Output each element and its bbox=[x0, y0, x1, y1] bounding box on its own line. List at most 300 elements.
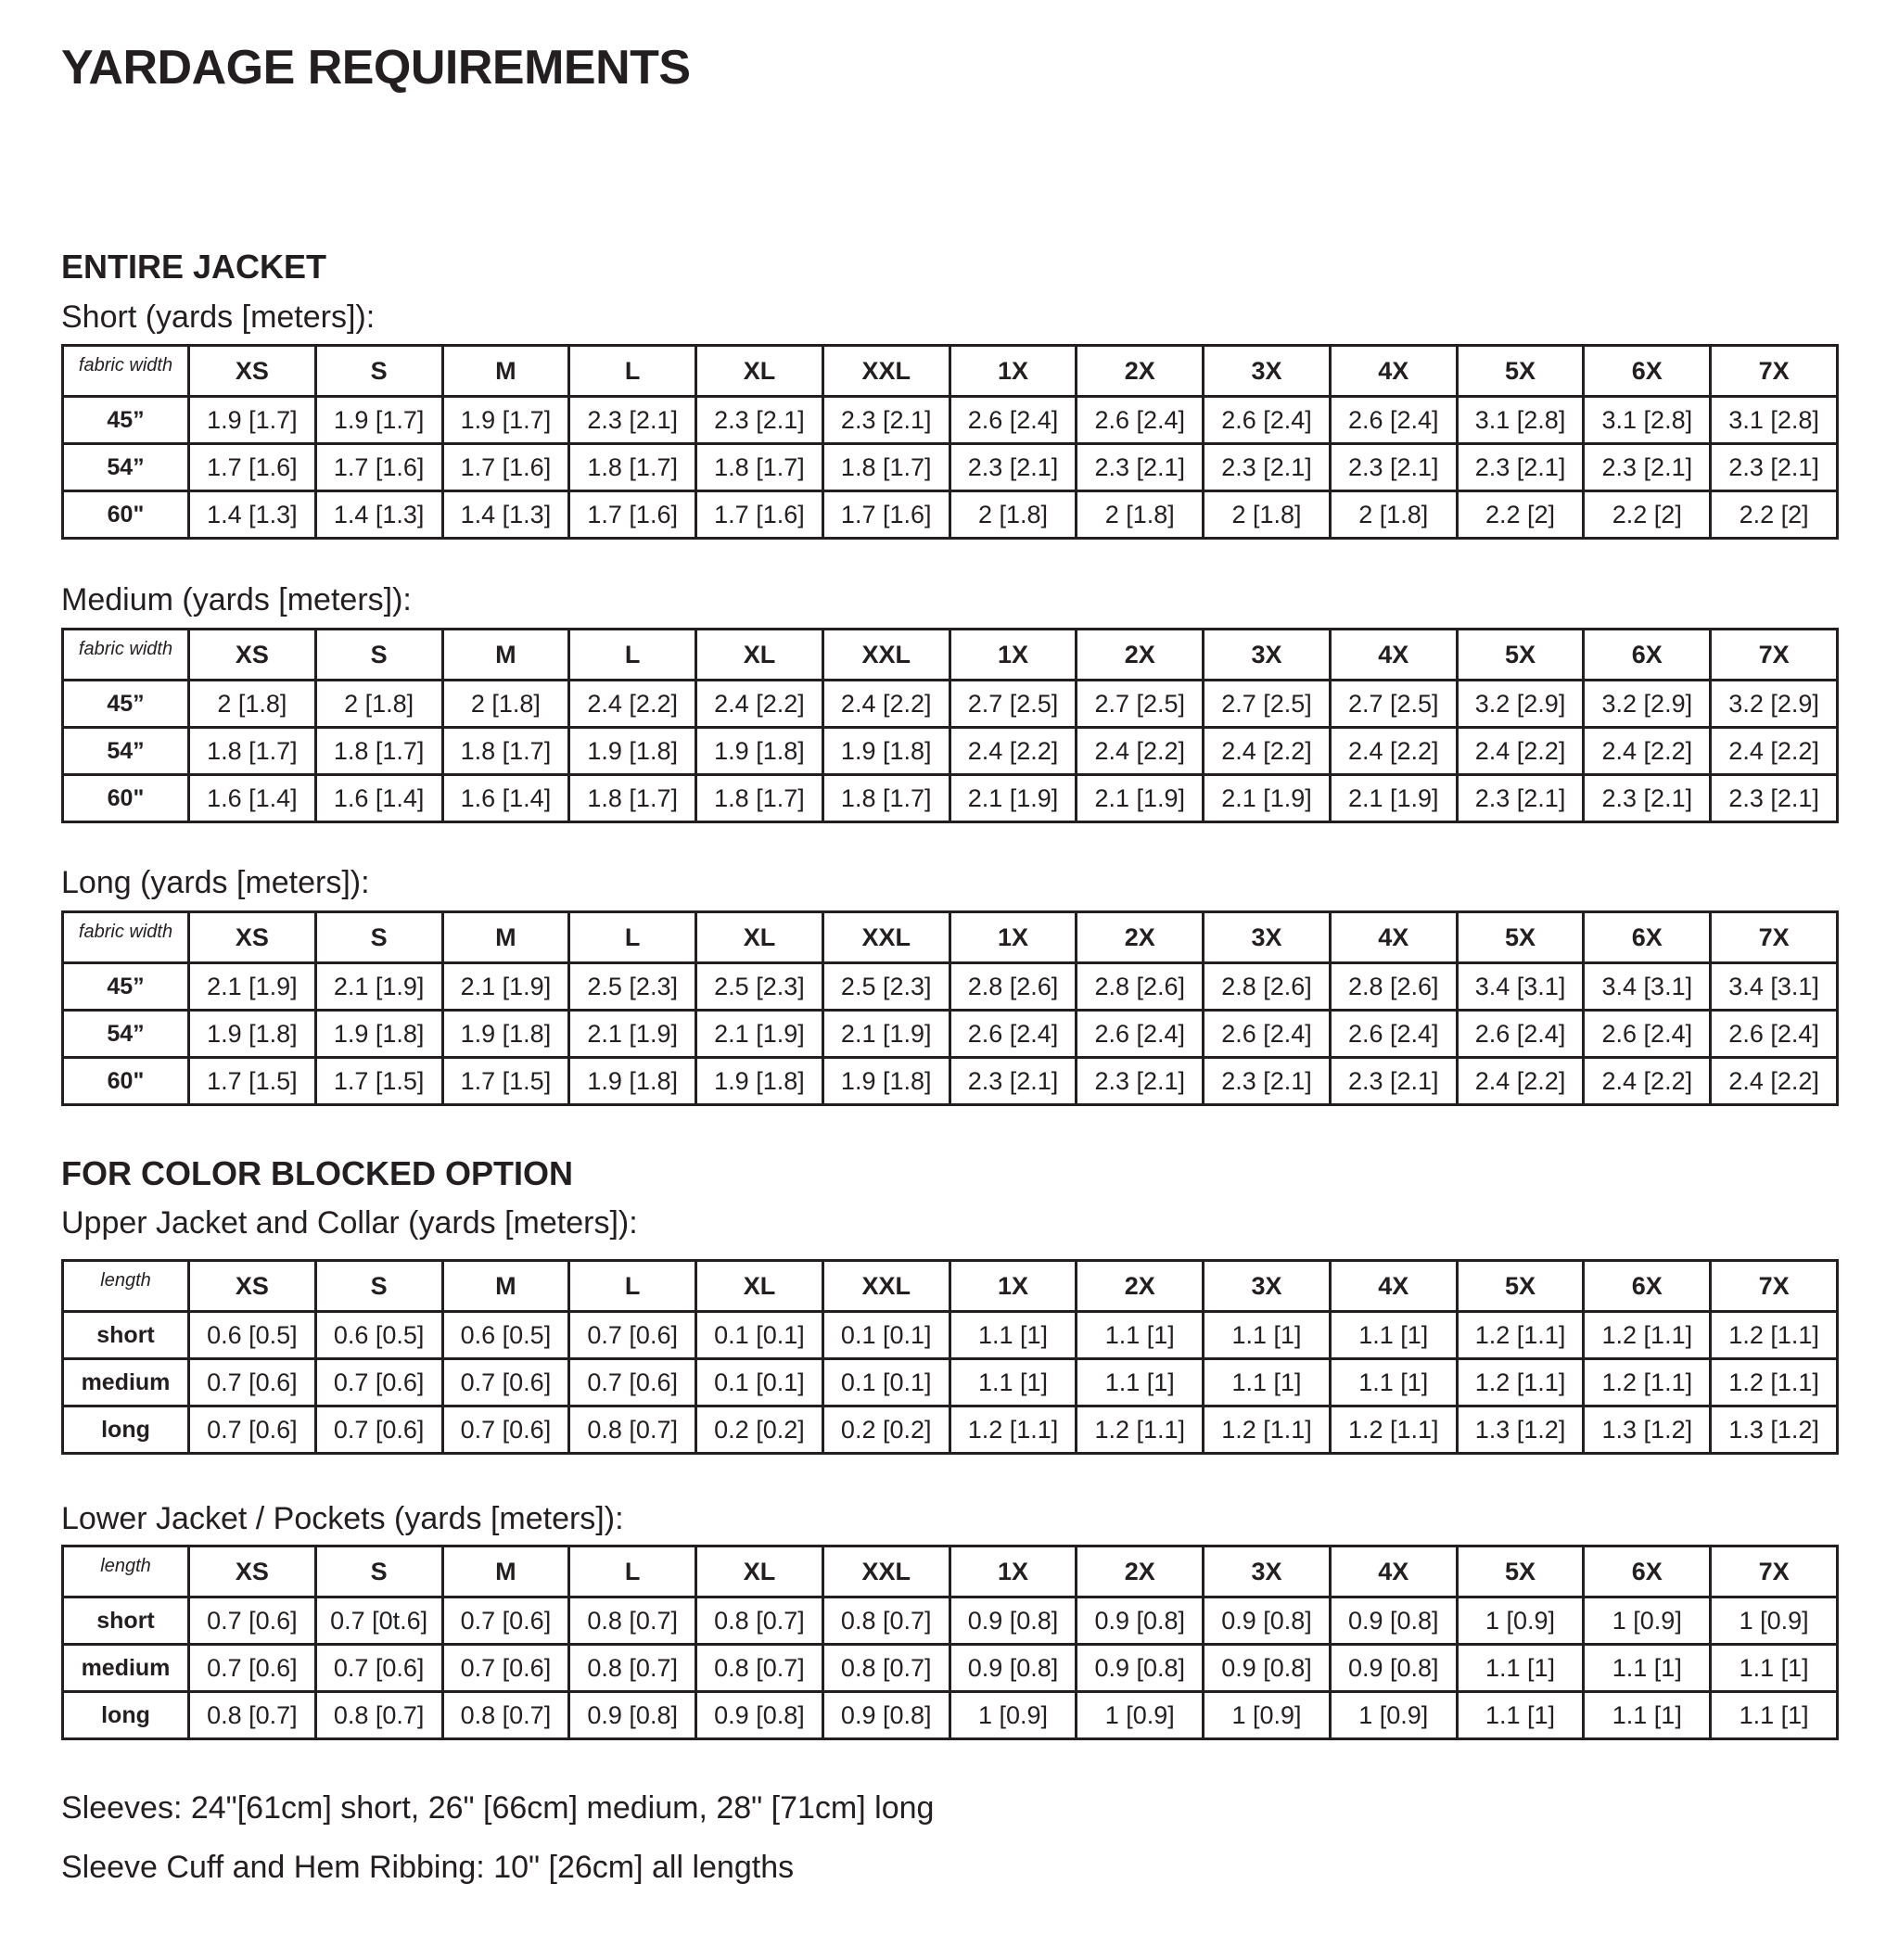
yardage-cell: 0.8 [0.7] bbox=[822, 1645, 950, 1692]
table-row bbox=[63, 963, 1838, 1011]
section-heading-entire-jacket: ENTIRE JACKET bbox=[61, 248, 327, 286]
size-header: 2X bbox=[1077, 1261, 1204, 1312]
size-header: 5X bbox=[1457, 346, 1584, 397]
row-label: 45” bbox=[63, 397, 189, 444]
yardage-cell: 1.6 [1.4] bbox=[315, 775, 442, 822]
yardage-cell: 0.8 [0.7] bbox=[189, 1692, 316, 1739]
size-header: XS bbox=[189, 630, 316, 681]
yardage-cell: 1.1 [1] bbox=[1584, 1645, 1711, 1692]
yardage-cell: 3.2 [2.9] bbox=[1457, 681, 1584, 728]
row-label: 54” bbox=[63, 728, 189, 775]
yardage-cell: 0.7 [0.6] bbox=[442, 1359, 569, 1406]
yardage-cell: 2.7 [2.5] bbox=[1330, 681, 1457, 728]
row-label: short bbox=[63, 1597, 189, 1645]
yardage-cell: 2.4 [2.2] bbox=[696, 681, 823, 728]
size-header: 1X bbox=[950, 1546, 1077, 1597]
yardage-cell: 2.1 [1.9] bbox=[1204, 775, 1331, 822]
size-header: 4X bbox=[1330, 346, 1457, 397]
yardage-cell: 2 [1.8] bbox=[315, 681, 442, 728]
yardage-cell: 1.8 [1.7] bbox=[696, 444, 823, 491]
table-row bbox=[63, 444, 1838, 491]
yardage-cell: 2.3 [2.1] bbox=[1457, 444, 1584, 491]
yardage-cell: 1.3 [1.2] bbox=[1584, 1406, 1711, 1454]
yardage-cell: 1 [0.9] bbox=[1330, 1692, 1457, 1739]
yardage-cell: 2.3 [2.1] bbox=[822, 397, 950, 444]
yardage-cell: 2.3 [2.1] bbox=[1077, 1058, 1204, 1105]
yardage-cell: 1.1 [1] bbox=[1330, 1312, 1457, 1359]
yardage-cell: 3.2 [2.9] bbox=[1584, 681, 1711, 728]
yardage-cell: 0.7 [0.6] bbox=[315, 1359, 442, 1406]
yardage-cell: 0.7 [0.6] bbox=[189, 1359, 316, 1406]
yardage-cell: 1 [0.9] bbox=[1457, 1597, 1584, 1645]
yardage-cell: 2.1 [1.9] bbox=[696, 1011, 823, 1058]
yardage-cell: 0.9 [0.8] bbox=[1330, 1645, 1457, 1692]
yardage-cell: 2.3 [2.1] bbox=[1711, 775, 1838, 822]
yardage-cell: 2.8 [2.6] bbox=[1077, 963, 1204, 1011]
table-row bbox=[63, 1597, 1838, 1645]
yardage-cell: 2.4 [2.2] bbox=[950, 728, 1077, 775]
yardage-cell: 1.6 [1.4] bbox=[442, 775, 569, 822]
size-header: S bbox=[315, 1261, 442, 1312]
size-header: XS bbox=[189, 912, 316, 963]
table-header-row bbox=[63, 1261, 1838, 1312]
yardage-cell: 1.1 [1] bbox=[1077, 1359, 1204, 1406]
yardage-cell: 0.1 [0.1] bbox=[696, 1359, 823, 1406]
yardage-cell: 2.2 [2] bbox=[1711, 491, 1838, 539]
yardage-cell: 0.9 [0.8] bbox=[950, 1597, 1077, 1645]
size-header: S bbox=[315, 912, 442, 963]
yardage-cell: 0.7 [0.6] bbox=[315, 1406, 442, 1454]
yardage-cell: 2.3 [2.1] bbox=[1457, 775, 1584, 822]
size-header: XXL bbox=[822, 912, 950, 963]
row-label: long bbox=[63, 1406, 189, 1454]
yardage-cell: 2.3 [2.1] bbox=[1584, 444, 1711, 491]
size-header: S bbox=[315, 346, 442, 397]
yardage-cell: 2.6 [2.4] bbox=[1204, 397, 1331, 444]
yardage-cell: 2.4 [2.2] bbox=[1457, 1058, 1584, 1105]
yardage-cell: 3.1 [2.8] bbox=[1711, 397, 1838, 444]
yardage-cell: 1.2 [1.1] bbox=[1457, 1312, 1584, 1359]
size-header: XS bbox=[189, 1546, 316, 1597]
yardage-cell: 2.1 [1.9] bbox=[1330, 775, 1457, 822]
table-row bbox=[63, 681, 1838, 728]
size-header: L bbox=[569, 1546, 696, 1597]
yardage-cell: 1 [0.9] bbox=[1711, 1597, 1838, 1645]
yardage-cell: 3.4 [3.1] bbox=[1711, 963, 1838, 1011]
yardage-cell: 2.3 [2.1] bbox=[569, 397, 696, 444]
size-header: 3X bbox=[1204, 1546, 1331, 1597]
yardage-cell: 2.3 [2.1] bbox=[1204, 1058, 1331, 1105]
yardage-cell: 1.7 [1.5] bbox=[189, 1058, 316, 1105]
yardage-cell: 0.9 [0.8] bbox=[1330, 1597, 1457, 1645]
note-sleeves: Sleeves: 24"[61cm] short, 26" [66cm] medium, 28" [71cm] long bbox=[61, 1790, 935, 1826]
yardage-cell: 0.8 [0.7] bbox=[569, 1645, 696, 1692]
yardage-cell: 0.7 [0.6] bbox=[315, 1645, 442, 1692]
yardage-cell: 1 [0.9] bbox=[1584, 1597, 1711, 1645]
size-header: S bbox=[315, 630, 442, 681]
yardage-cell: 1.8 [1.7] bbox=[822, 444, 950, 491]
yardage-cell: 0.7 [0.6] bbox=[569, 1359, 696, 1406]
yardage-cell: 1.7 [1.6] bbox=[569, 491, 696, 539]
yardage-cell: 0.1 [0.1] bbox=[696, 1312, 823, 1359]
yardage-cell: 1.8 [1.7] bbox=[189, 728, 316, 775]
yardage-cell: 0.9 [0.8] bbox=[696, 1692, 823, 1739]
yardage-cell: 1.7 [1.5] bbox=[442, 1058, 569, 1105]
yardage-cell: 2.6 [2.4] bbox=[1204, 1011, 1331, 1058]
table-corner-label: fabric width bbox=[63, 630, 189, 681]
size-header: XL bbox=[696, 912, 823, 963]
yardage-cell: 2.1 [1.9] bbox=[1077, 775, 1204, 822]
yardage-cell: 1 [0.9] bbox=[950, 1692, 1077, 1739]
yardage-cell: 2.8 [2.6] bbox=[1330, 963, 1457, 1011]
size-header: 6X bbox=[1584, 1261, 1711, 1312]
yardage-cell: 2 [1.8] bbox=[1330, 491, 1457, 539]
yardage-cell: 2.4 [2.2] bbox=[822, 681, 950, 728]
yardage-cell: 2 [1.8] bbox=[189, 681, 316, 728]
size-header: XL bbox=[696, 630, 823, 681]
yardage-cell: 1.8 [1.7] bbox=[822, 775, 950, 822]
yardage-cell: 2.7 [2.5] bbox=[1204, 681, 1331, 728]
yardage-cell: 2.3 [2.1] bbox=[950, 1058, 1077, 1105]
size-header: L bbox=[569, 912, 696, 963]
size-header: 1X bbox=[950, 630, 1077, 681]
yardage-cell: 0.9 [0.8] bbox=[1204, 1645, 1331, 1692]
yardage-cell: 2.8 [2.6] bbox=[1204, 963, 1331, 1011]
yardage-cell: 2.4 [2.2] bbox=[1711, 728, 1838, 775]
yardage-cell: 1.3 [1.2] bbox=[1711, 1406, 1838, 1454]
size-header: 4X bbox=[1330, 630, 1457, 681]
yardage-cell: 1.1 [1] bbox=[1457, 1692, 1584, 1739]
size-header: XXL bbox=[822, 1261, 950, 1312]
table-corner-label: length bbox=[63, 1546, 189, 1597]
size-header: 5X bbox=[1457, 1261, 1584, 1312]
yardage-cell: 1.1 [1] bbox=[1711, 1692, 1838, 1739]
yardage-cell: 1.9 [1.8] bbox=[569, 1058, 696, 1105]
size-header: XXL bbox=[822, 346, 950, 397]
yardage-cell: 1.8 [1.7] bbox=[315, 728, 442, 775]
size-header: 6X bbox=[1584, 630, 1711, 681]
table-row bbox=[63, 775, 1838, 822]
yardage-cell: 1.4 [1.3] bbox=[189, 491, 316, 539]
table-row bbox=[63, 1312, 1838, 1359]
table-row bbox=[63, 728, 1838, 775]
size-header: 7X bbox=[1711, 1261, 1838, 1312]
yardage-cell: 1.4 [1.3] bbox=[442, 491, 569, 539]
yardage-cell: 1.9 [1.8] bbox=[315, 1011, 442, 1058]
yardage-cell: 1.9 [1.8] bbox=[696, 1058, 823, 1105]
yardage-cell: 2.3 [2.1] bbox=[1077, 444, 1204, 491]
yardage-cell: 2.6 [2.4] bbox=[1077, 397, 1204, 444]
yardage-cell: 0.9 [0.8] bbox=[950, 1645, 1077, 1692]
row-label: medium bbox=[63, 1645, 189, 1692]
yardage-cell: 1.7 [1.6] bbox=[189, 444, 316, 491]
row-label: short bbox=[63, 1312, 189, 1359]
section-heading-color-blocked: FOR COLOR BLOCKED OPTION bbox=[61, 1154, 573, 1192]
note-ribbing: Sleeve Cuff and Hem Ribbing: 10" [26cm] all lengths bbox=[61, 1850, 795, 1885]
yardage-cell: 1.7 [1.6] bbox=[315, 444, 442, 491]
size-header: L bbox=[569, 1261, 696, 1312]
size-header: 2X bbox=[1077, 630, 1204, 681]
yardage-cell: 0.8 [0.7] bbox=[696, 1645, 823, 1692]
size-header: 6X bbox=[1584, 346, 1711, 397]
yardage-cell: 2.1 [1.9] bbox=[315, 963, 442, 1011]
yardage-cell: 0.7 [0.6] bbox=[189, 1406, 316, 1454]
table-subtitle-upper-jacket: Upper Jacket and Collar (yards [meters]): bbox=[61, 1205, 638, 1241]
size-header: M bbox=[442, 630, 569, 681]
size-header: 4X bbox=[1330, 1261, 1457, 1312]
size-header: XXL bbox=[822, 1546, 950, 1597]
row-label: 60" bbox=[63, 775, 189, 822]
size-header: M bbox=[442, 1261, 569, 1312]
size-header: 6X bbox=[1584, 912, 1711, 963]
yardage-cell: 0.9 [0.8] bbox=[569, 1692, 696, 1739]
table-header-row bbox=[63, 630, 1838, 681]
yardage-table-lower-jacket bbox=[61, 1545, 1839, 1740]
yardage-cell: 1.7 [1.6] bbox=[696, 491, 823, 539]
yardage-cell: 1.1 [1] bbox=[1204, 1359, 1331, 1406]
yardage-cell: 0.2 [0.2] bbox=[696, 1406, 823, 1454]
size-header: S bbox=[315, 1546, 442, 1597]
yardage-cell: 2.6 [2.4] bbox=[1330, 397, 1457, 444]
yardage-cell: 2.7 [2.5] bbox=[1077, 681, 1204, 728]
size-header: M bbox=[442, 912, 569, 963]
yardage-cell: 2.6 [2.4] bbox=[1584, 1011, 1711, 1058]
yardage-cell: 2.7 [2.5] bbox=[950, 681, 1077, 728]
size-header: 2X bbox=[1077, 912, 1204, 963]
yardage-cell: 0.8 [0.7] bbox=[822, 1597, 950, 1645]
row-label: 45” bbox=[63, 681, 189, 728]
yardage-cell: 1.2 [1.1] bbox=[1584, 1312, 1711, 1359]
yardage-cell: 1.9 [1.8] bbox=[822, 728, 950, 775]
table-corner-label: fabric width bbox=[63, 912, 189, 963]
yardage-cell: 1.8 [1.7] bbox=[696, 775, 823, 822]
row-label: 54” bbox=[63, 444, 189, 491]
yardage-cell: 1.3 [1.2] bbox=[1457, 1406, 1584, 1454]
yardage-cell: 1.2 [1.1] bbox=[1711, 1359, 1838, 1406]
yardage-cell: 1.1 [1] bbox=[1584, 1692, 1711, 1739]
yardage-cell: 2.5 [2.3] bbox=[696, 963, 823, 1011]
yardage-cell: 1.9 [1.7] bbox=[315, 397, 442, 444]
row-label: 45” bbox=[63, 963, 189, 1011]
table-row bbox=[63, 1692, 1838, 1739]
yardage-cell: 2.4 [2.2] bbox=[1457, 728, 1584, 775]
size-header: XL bbox=[696, 1261, 823, 1312]
yardage-cell: 2.6 [2.4] bbox=[1711, 1011, 1838, 1058]
yardage-cell: 2.6 [2.4] bbox=[1330, 1011, 1457, 1058]
yardage-cell: 2.4 [2.2] bbox=[1077, 728, 1204, 775]
yardage-cell: 2.1 [1.9] bbox=[189, 963, 316, 1011]
table-header-row bbox=[63, 1546, 1838, 1597]
size-header: 7X bbox=[1711, 630, 1838, 681]
yardage-cell: 1.8 [1.7] bbox=[442, 728, 569, 775]
yardage-cell: 3.4 [3.1] bbox=[1457, 963, 1584, 1011]
yardage-cell: 1.2 [1.1] bbox=[1204, 1406, 1331, 1454]
yardage-cell: 2.5 [2.3] bbox=[822, 963, 950, 1011]
table-subtitle-long: Long (yards [meters]): bbox=[61, 865, 370, 900]
yardage-cell: 0.9 [0.8] bbox=[1077, 1645, 1204, 1692]
yardage-cell: 0.8 [0.7] bbox=[442, 1692, 569, 1739]
table-corner-label: length bbox=[63, 1261, 189, 1312]
size-header: 3X bbox=[1204, 912, 1331, 963]
size-header: 5X bbox=[1457, 630, 1584, 681]
yardage-cell: 0.7 [0.6] bbox=[442, 1645, 569, 1692]
yardage-cell: 2.4 [2.2] bbox=[1330, 728, 1457, 775]
yardage-cell: 1.2 [1.1] bbox=[950, 1406, 1077, 1454]
yardage-cell: 1.2 [1.1] bbox=[1584, 1359, 1711, 1406]
yardage-cell: 2.2 [2] bbox=[1457, 491, 1584, 539]
yardage-cell: 1.9 [1.8] bbox=[569, 728, 696, 775]
yardage-table-long bbox=[61, 910, 1839, 1106]
yardage-cell: 0.1 [0.1] bbox=[822, 1312, 950, 1359]
yardage-cell: 2 [1.8] bbox=[1077, 491, 1204, 539]
yardage-cell: 1.9 [1.8] bbox=[442, 1011, 569, 1058]
table-header-row bbox=[63, 346, 1838, 397]
page-title: YARDAGE REQUIREMENTS bbox=[61, 41, 691, 95]
size-header: 3X bbox=[1204, 346, 1331, 397]
table-subtitle-medium: Medium (yards [meters]): bbox=[61, 582, 412, 617]
size-header: XL bbox=[696, 346, 823, 397]
yardage-cell: 2.6 [2.4] bbox=[1077, 1011, 1204, 1058]
yardage-cell: 2.4 [2.2] bbox=[569, 681, 696, 728]
size-header: 1X bbox=[950, 346, 1077, 397]
size-header: 3X bbox=[1204, 630, 1331, 681]
yardage-cell: 2.4 [2.2] bbox=[1711, 1058, 1838, 1105]
table-subtitle-lower-jacket: Lower Jacket / Pockets (yards [meters]): bbox=[61, 1501, 624, 1536]
yardage-cell: 1.9 [1.7] bbox=[442, 397, 569, 444]
size-header: 7X bbox=[1711, 1546, 1838, 1597]
yardage-cell: 2.8 [2.6] bbox=[950, 963, 1077, 1011]
table-row bbox=[63, 1011, 1838, 1058]
yardage-cell: 0.7 [0.6] bbox=[442, 1406, 569, 1454]
yardage-cell: 1.9 [1.8] bbox=[189, 1011, 316, 1058]
yardage-cell: 2.4 [2.2] bbox=[1584, 1058, 1711, 1105]
table-row bbox=[63, 397, 1838, 444]
yardage-cell: 1.1 [1] bbox=[1204, 1312, 1331, 1359]
yardage-cell: 2.3 [2.1] bbox=[1330, 444, 1457, 491]
yardage-cell: 0.8 [0.7] bbox=[315, 1692, 442, 1739]
yardage-cell: 1.2 [1.1] bbox=[1711, 1312, 1838, 1359]
table-row bbox=[63, 1406, 1838, 1454]
yardage-cell: 0.7 [0.6] bbox=[189, 1645, 316, 1692]
yardage-cell: 0.7 [0.6] bbox=[569, 1312, 696, 1359]
yardage-cell: 0.6 [0.5] bbox=[315, 1312, 442, 1359]
yardage-cell: 1.7 [1.5] bbox=[315, 1058, 442, 1105]
yardage-cell: 2.3 [2.1] bbox=[1711, 444, 1838, 491]
yardage-cell: 3.4 [3.1] bbox=[1584, 963, 1711, 1011]
yardage-cell: 0.7 [0t.6] bbox=[315, 1597, 442, 1645]
yardage-cell: 1.7 [1.6] bbox=[442, 444, 569, 491]
yardage-cell: 1.9 [1.8] bbox=[822, 1058, 950, 1105]
yardage-cell: 2.1 [1.9] bbox=[950, 775, 1077, 822]
size-header: XXL bbox=[822, 630, 950, 681]
row-label: long bbox=[63, 1692, 189, 1739]
size-header: L bbox=[569, 630, 696, 681]
yardage-cell: 2 [1.8] bbox=[950, 491, 1077, 539]
yardage-cell: 1 [0.9] bbox=[1077, 1692, 1204, 1739]
size-header: L bbox=[569, 346, 696, 397]
table-subtitle-short: Short (yards [meters]): bbox=[61, 299, 376, 335]
yardage-cell: 3.2 [2.9] bbox=[1711, 681, 1838, 728]
yardage-cell: 1.1 [1] bbox=[950, 1312, 1077, 1359]
yardage-cell: 1.1 [1] bbox=[1330, 1359, 1457, 1406]
yardage-cell: 2.1 [1.9] bbox=[822, 1011, 950, 1058]
row-label: 54” bbox=[63, 1011, 189, 1058]
yardage-cell: 1.6 [1.4] bbox=[189, 775, 316, 822]
size-header: 1X bbox=[950, 912, 1077, 963]
yardage-cell: 2 [1.8] bbox=[1204, 491, 1331, 539]
yardage-cell: 2.3 [2.1] bbox=[1330, 1058, 1457, 1105]
size-header: 4X bbox=[1330, 1546, 1457, 1597]
table-corner-label: fabric width bbox=[63, 346, 189, 397]
size-header: 1X bbox=[950, 1261, 1077, 1312]
yardage-cell: 3.1 [2.8] bbox=[1457, 397, 1584, 444]
yardage-cell: 1.2 [1.1] bbox=[1457, 1359, 1584, 1406]
yardage-cell: 1.1 [1] bbox=[950, 1359, 1077, 1406]
yardage-cell: 1.9 [1.7] bbox=[189, 397, 316, 444]
yardage-cell: 0.7 [0.6] bbox=[189, 1597, 316, 1645]
yardage-cell: 1.8 [1.7] bbox=[569, 775, 696, 822]
yardage-cell: 2.2 [2] bbox=[1584, 491, 1711, 539]
yardage-cell: 1.2 [1.1] bbox=[1330, 1406, 1457, 1454]
size-header: XS bbox=[189, 346, 316, 397]
yardage-cell: 2.3 [2.1] bbox=[1584, 775, 1711, 822]
table-row bbox=[63, 1645, 1838, 1692]
yardage-cell: 2.3 [2.1] bbox=[1204, 444, 1331, 491]
yardage-cell: 1.7 [1.6] bbox=[822, 491, 950, 539]
yardage-cell: 0.9 [0.8] bbox=[1204, 1597, 1331, 1645]
table-row bbox=[63, 1359, 1838, 1406]
yardage-cell: 0.1 [0.1] bbox=[822, 1359, 950, 1406]
size-header: 7X bbox=[1711, 346, 1838, 397]
table-header-row bbox=[63, 912, 1838, 963]
yardage-cell: 0.6 [0.5] bbox=[442, 1312, 569, 1359]
size-header: 5X bbox=[1457, 912, 1584, 963]
size-header: 6X bbox=[1584, 1546, 1711, 1597]
yardage-cell: 0.8 [0.7] bbox=[569, 1406, 696, 1454]
row-label: 60" bbox=[63, 491, 189, 539]
size-header: XS bbox=[189, 1261, 316, 1312]
yardage-cell: 2.4 [2.2] bbox=[1204, 728, 1331, 775]
size-header: 2X bbox=[1077, 346, 1204, 397]
yardage-cell: 2.6 [2.4] bbox=[950, 397, 1077, 444]
yardage-cell: 0.8 [0.7] bbox=[696, 1597, 823, 1645]
table-row bbox=[63, 1058, 1838, 1105]
yardage-cell: 0.8 [0.7] bbox=[569, 1597, 696, 1645]
size-header: 3X bbox=[1204, 1261, 1331, 1312]
yardage-cell: 0.7 [0.6] bbox=[442, 1597, 569, 1645]
yardage-table-upper-jacket bbox=[61, 1259, 1839, 1455]
size-header: 4X bbox=[1330, 912, 1457, 963]
yardage-cell: 1.9 [1.8] bbox=[696, 728, 823, 775]
yardage-cell: 2.4 [2.2] bbox=[1584, 728, 1711, 775]
size-header: XL bbox=[696, 1546, 823, 1597]
yardage-cell: 3.1 [2.8] bbox=[1584, 397, 1711, 444]
yardage-cell: 1.1 [1] bbox=[1457, 1645, 1584, 1692]
table-row bbox=[63, 491, 1838, 539]
size-header: 7X bbox=[1711, 912, 1838, 963]
yardage-cell: 2.6 [2.4] bbox=[1457, 1011, 1584, 1058]
yardage-cell: 1.2 [1.1] bbox=[1077, 1406, 1204, 1454]
yardage-cell: 2.3 [2.1] bbox=[950, 444, 1077, 491]
yardage-cell: 1.1 [1] bbox=[1711, 1645, 1838, 1692]
yardage-cell: 2.1 [1.9] bbox=[569, 1011, 696, 1058]
yardage-cell: 0.9 [0.8] bbox=[822, 1692, 950, 1739]
size-header: 2X bbox=[1077, 1546, 1204, 1597]
yardage-cell: 2.6 [2.4] bbox=[950, 1011, 1077, 1058]
row-label: 60" bbox=[63, 1058, 189, 1105]
yardage-cell: 2 [1.8] bbox=[442, 681, 569, 728]
size-header: 5X bbox=[1457, 1546, 1584, 1597]
